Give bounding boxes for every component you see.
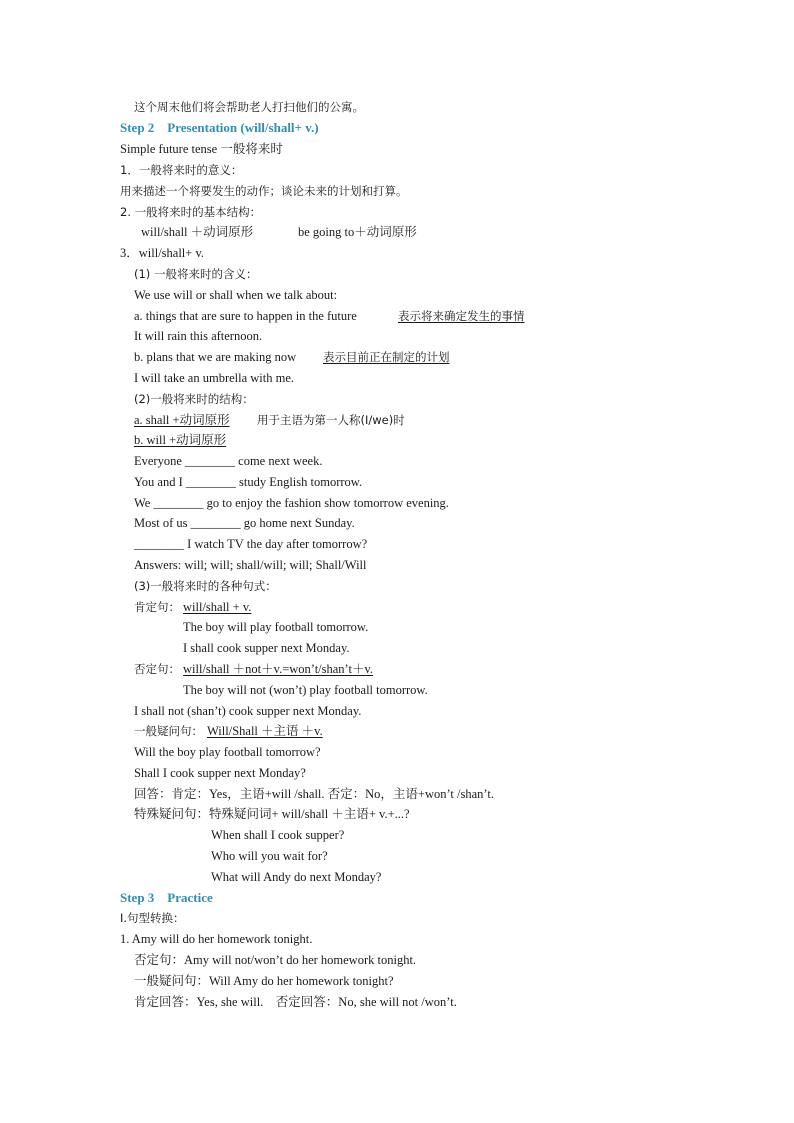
exercise-line: We ________ go to enjoy the fashion show tomorrow evening.	[134, 496, 449, 510]
text-line: 1. Amy will do her homework tonight.	[120, 932, 313, 946]
text-line: Will/Shall ＋主语 ＋v.	[207, 724, 323, 738]
text-line: 肯定回答：Yes, she will. 否定回答：No, she will not /won’t.	[134, 995, 457, 1009]
text-line: 回答：肯定：Yes，主语+will /shall. 否定：No，主语+won’t /shan’t.	[134, 787, 494, 801]
text-line: 肯定句：	[134, 600, 180, 614]
text-line: What will Andy do next Monday?	[211, 870, 382, 884]
text-line: 用于主语为第一人称(I/we)时	[257, 413, 405, 427]
text-line: 特殊疑问句：特殊疑问词+ will/shall ＋主语+ v.+...?	[134, 807, 410, 821]
exercise-line: Most of us ________ go home next Sunday.	[134, 516, 355, 530]
text-line: 3．will/shall+ v.	[120, 246, 205, 260]
text-line: will/shall ＋动词原形	[141, 225, 254, 239]
step-3-heading: Step 3 Practice	[120, 890, 213, 905]
text-line: Simple future tense 一般将来时	[120, 142, 283, 156]
exercise-line: Everyone ________ come next week.	[134, 454, 323, 468]
exercise-line: You and I ________ study English tomorrow.	[134, 475, 363, 489]
text-line: 一般疑问句：	[134, 724, 203, 738]
text-line: It will rain this afternoon.	[134, 329, 263, 343]
text-line: 一般疑问句：Will Amy do her homework tonight?	[134, 974, 394, 988]
text-line: Shall I cook supper next Monday?	[134, 766, 306, 780]
text-line: 表示将来确定发生的事情	[398, 309, 525, 323]
text-line: I will take an umbrella with me.	[134, 371, 295, 385]
text-line: will/shall + v.	[183, 600, 252, 614]
exercise-line: ________ I watch TV the day after tomorrow?	[134, 537, 368, 551]
text-line: I shall cook supper next Monday.	[183, 641, 350, 655]
text-line: (1) 一般将来时的含义：	[134, 267, 258, 281]
answers-line: Answers: will; will; shall/will; will; Shall/Will	[134, 558, 367, 572]
text-line: a. things that are sure to happen in the future	[134, 309, 357, 323]
text-line: 用来描述一个将要发生的动作；谈论未来的计划和打算。	[120, 184, 408, 198]
text-line: 表示目前正在制定的计划	[323, 350, 450, 364]
text-line: a. shall +动词原形	[134, 413, 230, 427]
text-line: 否定句：Amy will not/won’t do her homework tonight.	[134, 953, 417, 967]
text-line: Will the boy play football tomorrow?	[134, 745, 321, 759]
step-2-heading: Step 2 Presentation (will/shall+ v.)	[120, 120, 319, 135]
text-line: 否定句：	[134, 662, 180, 676]
text-line: Who will you wait for?	[211, 849, 328, 863]
text-line: b. will +动词原形	[134, 433, 227, 447]
text-line: 2. 一般将来时的基本结构：	[120, 205, 262, 219]
text-line: be going to＋动词原形	[298, 225, 417, 239]
text-line: We use will or shall when we talk about:	[134, 288, 338, 302]
text-line: I shall not (shan’t) cook supper next Monday.	[134, 704, 362, 718]
text-line: Ⅰ.句型转换：	[120, 911, 185, 925]
text-line: 这个周末他们将会帮助老人打扫他们的公寓。	[134, 100, 364, 114]
text-line: (3)一般将来时的各种句式：	[134, 579, 277, 593]
text-line: (2)一般将来时的结构：	[134, 392, 254, 406]
text-line: The boy will not (won’t) play football tomorrow.	[183, 683, 428, 697]
text-line: b. plans that we are making now	[134, 350, 297, 364]
text-line: will/shall ＋not＋v.=won’t/shan’t＋v.	[183, 662, 374, 676]
text-line: 1．一般将来时的意义：	[120, 163, 243, 177]
text-line: The boy will play football tomorrow.	[183, 620, 369, 634]
text-line: When shall I cook supper?	[211, 828, 345, 842]
